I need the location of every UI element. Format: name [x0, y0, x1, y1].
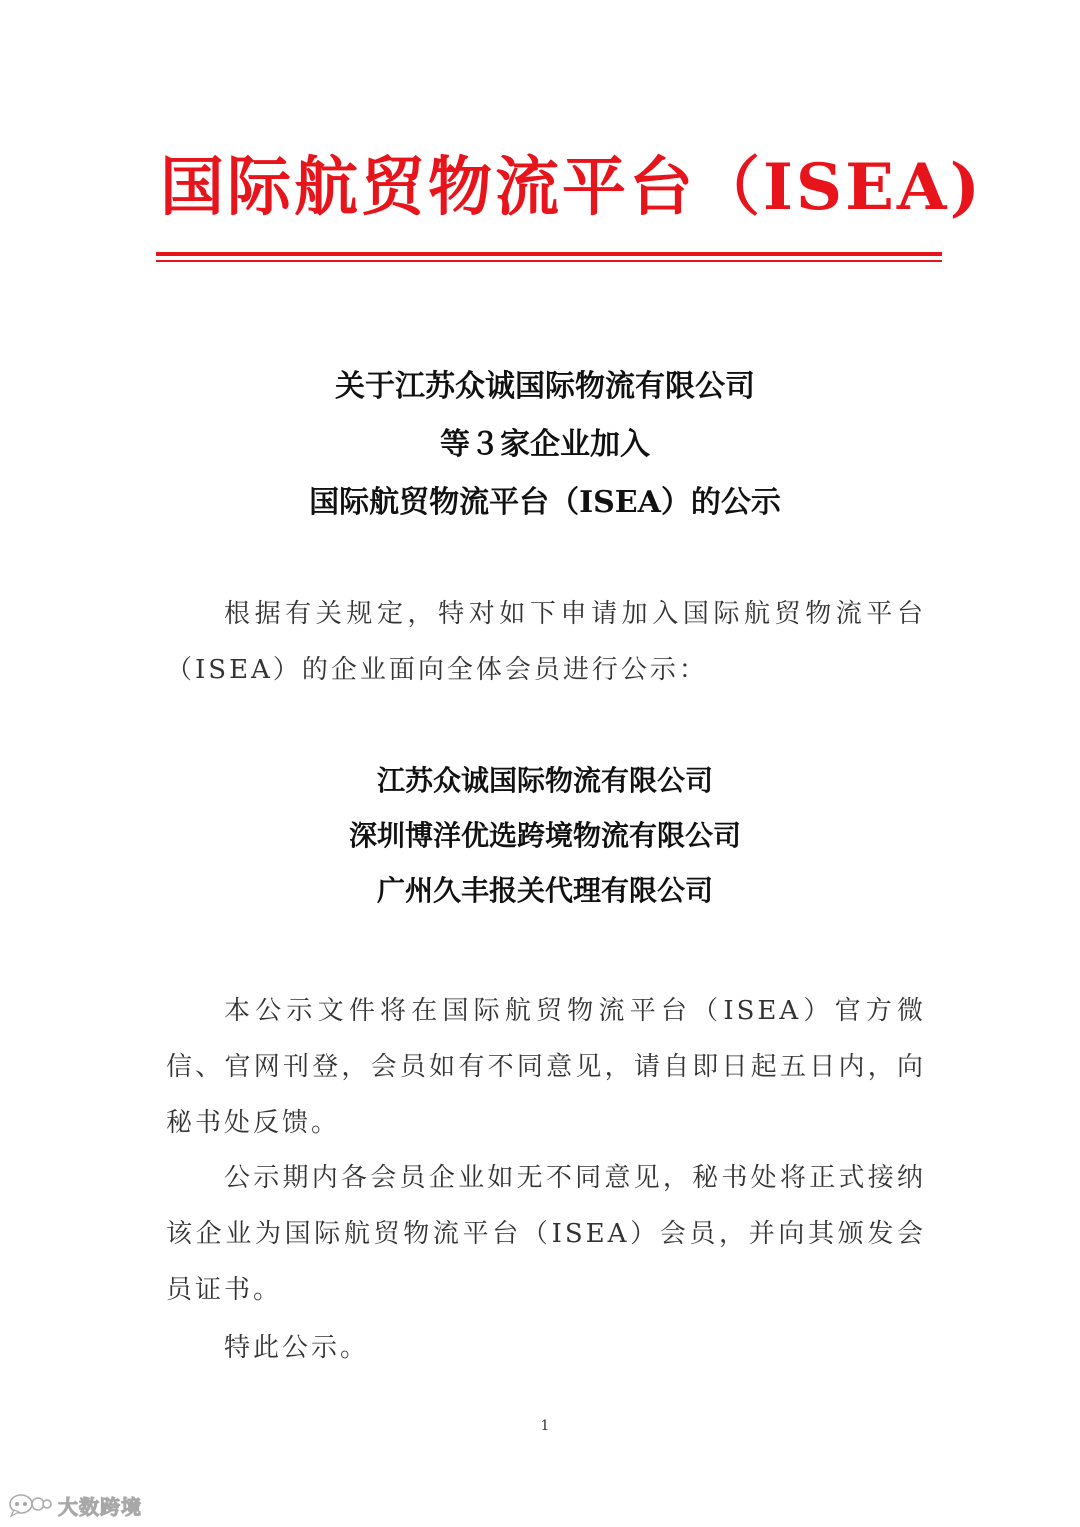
document-title [160, 358, 930, 532]
company-item: 深圳博洋优选跨境物流有限公司 [348, 819, 741, 852]
title-line-1: 关于江苏众诚国际物流有限公司 [335, 369, 755, 404]
watermark [8, 1490, 142, 1520]
title-line-3: 国际航贸物流平台（ISEA）的公示 [309, 485, 781, 520]
title-line-2: 等３家企业加入 [440, 427, 650, 462]
chat-bubble-logo-icon [8, 1492, 52, 1518]
publish-notice-paragraph: 本公示文件将在国际航贸物流平台（ISEA）官方微信、官网刊登，会员如有不同意见，请自即日起五日内，向秘书处反馈。 [166, 996, 926, 1138]
watermark-text: 大数跨境 [58, 1494, 142, 1519]
header-rule-thick [156, 252, 942, 256]
company-item: 江苏众诚国际物流有限公司 [376, 764, 713, 797]
intro-paragraph: 根据有关规定，特对如下申请加入国际航贸物流平台（ISEA）的企业面向全体会员进行公示： [166, 599, 926, 685]
company-list [160, 753, 930, 918]
page-number: 1 [540, 1418, 550, 1434]
organization-masthead: 国际航贸物流平台（ISEA) [160, 150, 983, 225]
acceptance-paragraph: 公示期内各会员企业如无不同意见，秘书处将正式接纳该企业为国际航贸物流平台（ISEA）会员，并向其颁发会员证书。 [166, 1163, 926, 1305]
closing-paragraph: 特此公示。 [224, 1333, 370, 1363]
header-rule-thin [156, 260, 942, 262]
company-item: 广州久丰报关代理有限公司 [376, 874, 713, 907]
